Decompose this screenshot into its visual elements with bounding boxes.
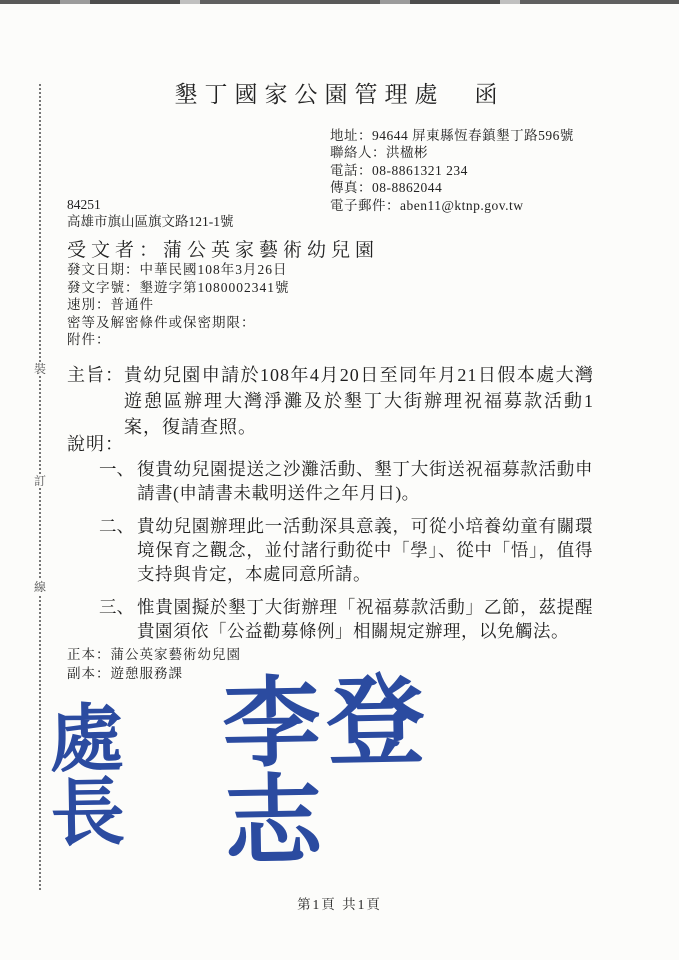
distribution-block (67, 646, 241, 683)
subject-text: 貴幼兒園申請於108年4月20日至同年月21日假本處大灣遊憩區辦理大灣淨灘及於墾丁大街辦理祝福募款活動1案，復請查照。 (124, 365, 594, 437)
security-classification: 密等及解密條件或保密期限： (67, 314, 256, 330)
priority-level: 速別：普通件 (67, 297, 154, 313)
document-title: 墾丁國家公園管理處 函 (174, 82, 505, 107)
original-copy-recipient: 正本：蒲公英家藝術幼兒園 (67, 647, 241, 662)
document-meta-block (67, 261, 290, 349)
explanation-list (99, 457, 593, 652)
recipient-address: 高雄市旗山區旗文路121-1號 (67, 214, 234, 229)
binding-char-ding: 訂 (33, 474, 46, 488)
explanation-item (99, 514, 593, 586)
recipient-block (67, 197, 379, 262)
agency-fax: 傳真：08-8862044 (330, 180, 443, 196)
item-text: 惟貴園擬於墾丁大街辦理「祝福募款活動」乙節，茲提醒貴園須依「公益勸募條例」相關規定辦理，以免觸法。 (137, 597, 593, 641)
attachment-field: 附件： (67, 332, 111, 348)
item-number: 三、 (99, 597, 134, 617)
item-text: 貴幼兒園辦理此一活動深具意義，可從小培養幼童有關環境保育之觀念，並付諸行動從中「學」、從中「悟」，值得支持與肯定，本處同意所請。 (137, 516, 593, 584)
subject-label: 主旨： (67, 365, 124, 385)
doc-number: 發文字號：墾遊字第1080002341號 (67, 279, 290, 295)
page-number-footer: 第1頁 共1頁 (297, 897, 382, 912)
issue-date: 發文日期：中華民國108年3月26日 (67, 262, 288, 277)
signature-title: 處長 (48, 698, 136, 857)
agency-address: 地址：94644 屏東縣恆春鎮墾丁路596號 (330, 128, 574, 143)
explanation-item (99, 595, 593, 643)
binding-char-xian: 線 (33, 580, 46, 594)
item-number: 一、 (99, 459, 134, 479)
item-number: 二、 (99, 516, 134, 536)
agency-email: 電子郵件：aben11@ktnp.gov.tw (330, 197, 524, 213)
agency-phone: 電話：08-8861321 234 (330, 162, 468, 178)
binding-char-zhuang: 裝 (33, 362, 46, 376)
item-text: 復貴幼兒園提送之沙灘活動、墾丁大街送祝福募款活動申請書(申請書未載明送件之年月日)。 (137, 459, 593, 503)
signature-name: 李登志 (221, 668, 432, 879)
explanation-label: 說明： (67, 434, 124, 454)
subject-section (67, 362, 594, 440)
recipient-name: 受文者：蒲公英家藝術幼兒園 (67, 240, 380, 261)
explanation-item (99, 457, 593, 505)
carbon-copy-recipient: 副本：遊憩服務課 (67, 665, 183, 681)
scan-artifact-top-edge (0, 0, 679, 4)
recipient-postal-code: 84251 (67, 197, 101, 212)
agency-contact-person: 聯絡人：洪楹彬 (330, 145, 428, 161)
